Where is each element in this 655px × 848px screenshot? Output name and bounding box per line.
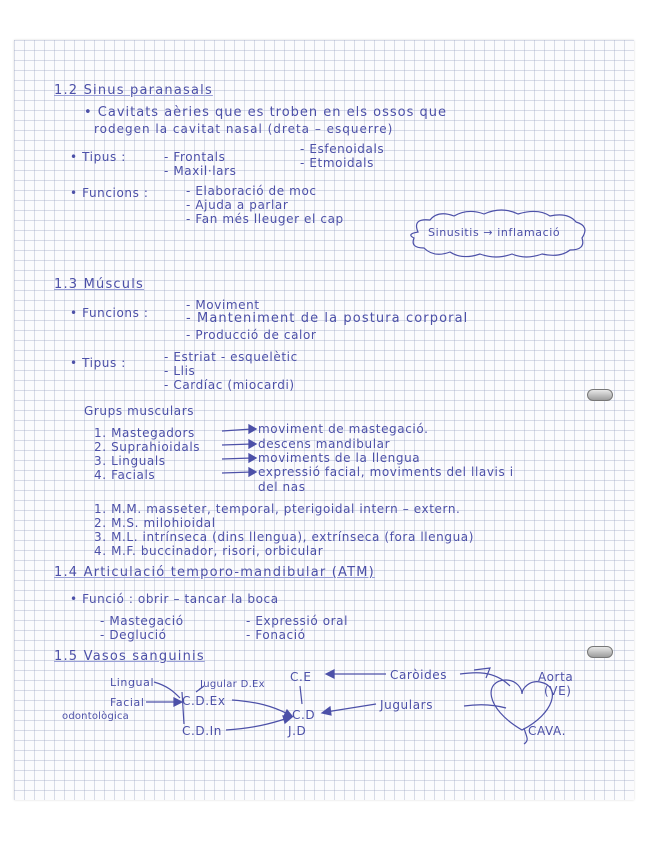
musculs-funcio-item: - Producció de calor xyxy=(186,328,317,342)
vessel-label: Jugulars xyxy=(380,698,434,712)
grup-muscular-name: 2. Suprahioidals xyxy=(94,440,201,454)
vessel-label: C.E xyxy=(290,670,312,684)
sinus-tipus-item: - Etmoidals xyxy=(300,156,374,170)
vessel-label: C.D.In xyxy=(182,724,222,738)
sinus-description-line2: rodegen la cavitat nasal (dreta – esquerre) xyxy=(94,122,394,136)
musculs-detall: 2. M.S. milohioidal xyxy=(94,516,216,530)
musculs-detall: 4. M.F. buccinador, risori, orbicular xyxy=(94,544,324,558)
grup-muscular-desc: descens mandibular xyxy=(258,437,391,451)
vessel-label: CAVA. xyxy=(528,724,567,738)
sinus-funcio-item: - Fan més lleuger el cap xyxy=(186,212,344,226)
vessel-label: Lingual xyxy=(110,676,155,689)
sinus-tipus-label: • Tipus : xyxy=(70,150,126,164)
vessel-label: C.D xyxy=(292,708,316,722)
vessel-label: J.D xyxy=(288,724,307,738)
section-title-vasos: 1.5 Vasos sanguinis xyxy=(54,649,205,664)
heart-icon xyxy=(491,680,552,730)
section-title-sinus: 1.2 Sinus paranasals xyxy=(54,83,213,98)
sinus-funcions-label: • Funcions : xyxy=(70,186,149,200)
section-title-musculs: 1.3 Músculs xyxy=(54,277,145,292)
grup-muscular-desc-cont: del nas xyxy=(258,480,306,494)
notebook-page xyxy=(14,40,634,800)
sinus-funcio-item: - Elaboració de moc xyxy=(186,184,317,198)
sinusitis-note: Sinusitis → inflamació xyxy=(428,226,561,239)
section-title-atm: 1.4 Articulació temporo-mandibular (ATM) xyxy=(54,565,375,580)
grup-muscular-desc: expressió facial, moviments del llavis i xyxy=(258,465,514,479)
sinus-tipus-item: - Frontals xyxy=(164,150,226,164)
musculs-tipus-label: • Tipus : xyxy=(70,356,126,370)
grup-muscular-desc: moviments de la llengua xyxy=(258,451,421,465)
atm-item: - Fonació xyxy=(246,628,306,642)
vasos-diagram xyxy=(14,40,634,800)
sinus-funcio-item: - Ajuda a parlar xyxy=(186,198,289,212)
grup-muscular-name: 4. Facials xyxy=(94,468,156,482)
atm-funcio: • Funció : obrir – tancar la boca xyxy=(70,592,279,606)
musculs-funcio-item: - Manteniment de la postura corporal xyxy=(186,311,469,326)
musculs-tipus-item: - Llis xyxy=(164,364,196,378)
atm-item: - Deglució xyxy=(100,628,167,642)
musculs-funcions-label: • Funcions : xyxy=(70,306,149,320)
atm-item: - Expressió oral xyxy=(246,614,349,628)
musculs-detall: 3. M.L. intrínseca (dins llengua), extrínseca (fora llengua) xyxy=(94,530,475,544)
sinus-tipus-item: - Esfenoidals xyxy=(300,142,385,156)
grup-muscular-desc: moviment de mastegació. xyxy=(258,422,429,436)
grup-muscular-name: 1. Mastegadors xyxy=(94,426,195,440)
sinus-tipus-item: - Maxil·lars xyxy=(164,164,237,178)
musculs-detall: 1. M.M. masseter, temporal, pterigoidal intern – extern. xyxy=(94,502,461,516)
musculs-tipus-item: - Estriat - esquelètic xyxy=(164,350,298,364)
vessel-label: odontològica xyxy=(62,711,130,722)
vessel-label: Caròides xyxy=(390,668,448,682)
vessel-label: (VE) xyxy=(544,684,572,698)
vessel-label: Aorta xyxy=(538,670,574,684)
musculs-funcio-item: - Moviment xyxy=(186,298,260,312)
grup-muscular-name: 3. Linguals xyxy=(94,454,166,468)
vessel-label: Facial xyxy=(110,696,145,709)
vessel-label: Jugular D.Ex xyxy=(200,679,265,690)
musculs-tipus-item: - Cardíac (miocardi) xyxy=(164,378,295,392)
grups-musculars-title: Grups musculars xyxy=(84,404,195,418)
vessel-label: C.D.Ex xyxy=(182,694,226,708)
atm-item: - Mastegació xyxy=(100,614,184,628)
sinus-description-line1: • Cavitats aèries que es troben en els ossos que xyxy=(84,105,448,120)
